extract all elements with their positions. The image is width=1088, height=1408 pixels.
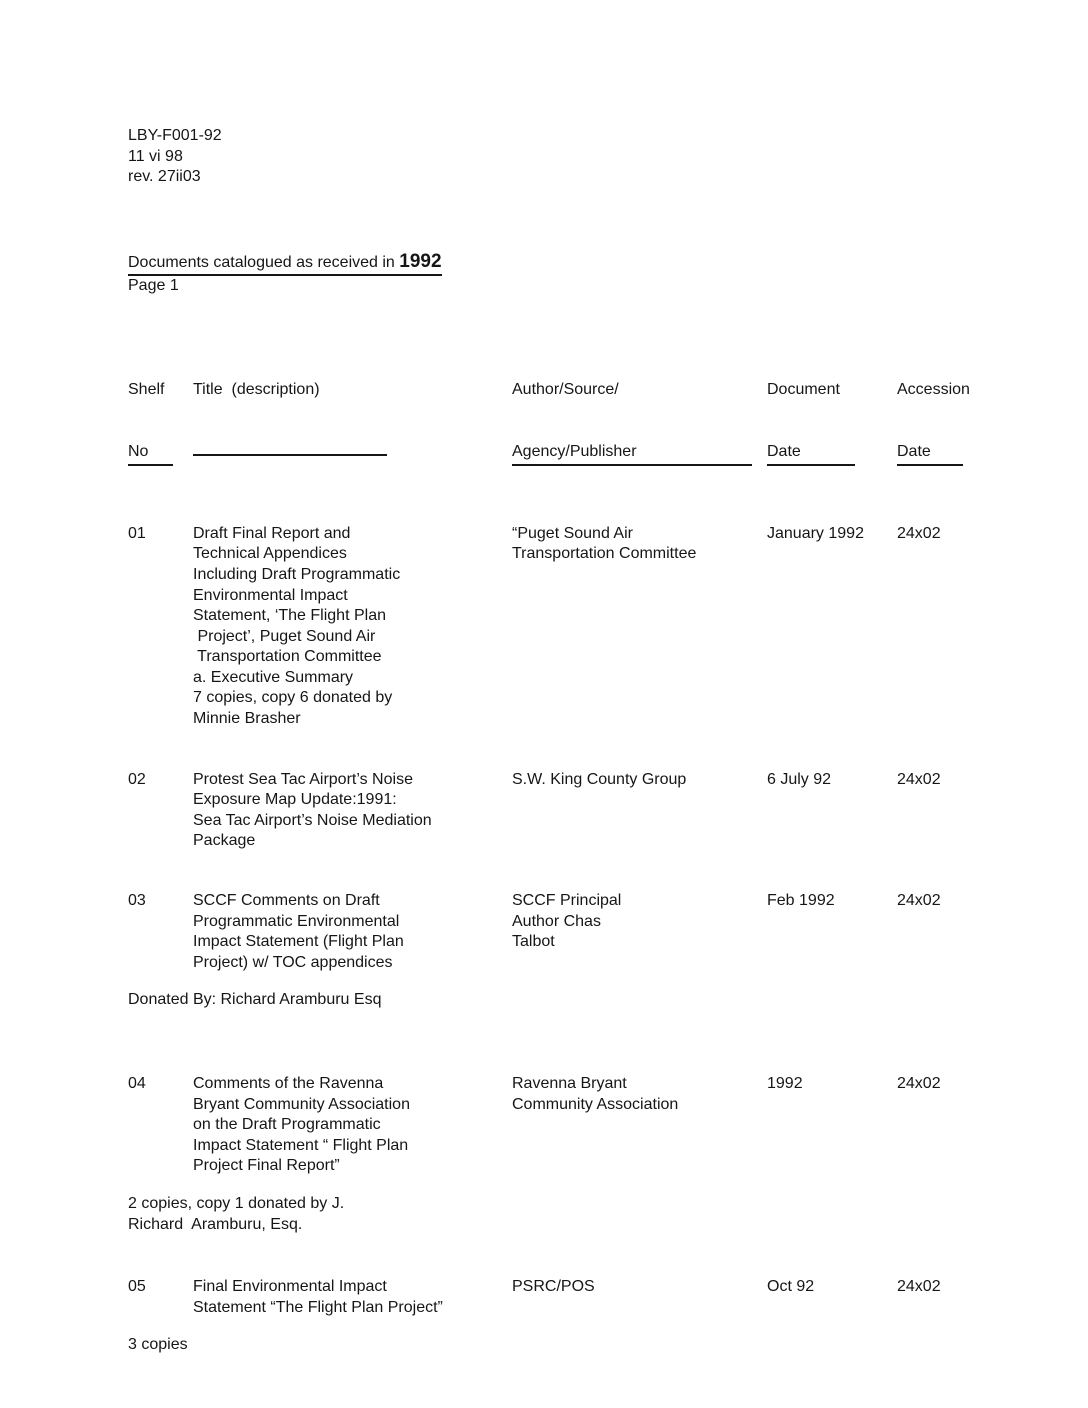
catalog-row [128,524,1058,730]
row-doc-date: January 1992 [767,524,864,542]
table-header [128,339,1058,507]
column-header-accession-date: Accession Date [897,339,1058,507]
document-id-header [128,126,1058,188]
row-doc-date: 1992 [767,1075,803,1092]
row-title: Protest Sea Tac Airport’s Noise Exposure Map Update:1991: Sea Tac Airport’s Noise Mediation Package [193,770,432,850]
catalog-row-grid [128,891,1058,973]
row-title: Final Environmental Impact Statement “The Flight Plan Project” [193,1278,443,1316]
column-header-title: Title (description) [193,339,512,507]
catalog-title-line [128,252,1058,277]
catalog-row-grid [128,1277,1058,1318]
row-accession-date: 24x02 [897,1278,941,1296]
row-title: Draft Final Report and Technical Appendices Including Draft Programmatic Environmental Impact Statement, ‘The Flight Plan Project’, Puget Sound Air Transportation Committee a. Executive Summary 7 copies, copy 6 donated by Minnie Brasher [193,524,401,728]
row-doc-date: Oct 92 [767,1278,815,1296]
row-author: SCCF Principal Author Chas Talbot [512,892,622,951]
shelf-no: 05 [128,1278,146,1296]
document-id: LBY-F001-92 [128,127,222,144]
catalog-row-grid [128,770,1058,852]
catalog-row [128,770,1058,852]
row-note: Donated By: Richard Aramburu Esq [128,991,382,1009]
row-author: “Puget Sound Air Transportation Committee [512,524,697,563]
document-date-code: 11 vi 98 [128,147,183,165]
row-author: S.W. King County Group [512,770,687,788]
row-note: 2 copies, copy 1 donated by J. Richard Aramburu, Esq. [128,1194,345,1233]
row-doc-date: 6 July 92 [767,770,832,788]
row-accession-date: 24x02 [897,892,941,910]
row-note: 3 copies [128,1336,188,1354]
row-author: Ravenna Bryant Community Association [512,1075,679,1113]
catalog-row [128,1074,1058,1235]
row-accession-date: 24x02 [897,1075,941,1092]
catalog-rows [128,524,1058,1356]
catalog-row-grid [128,524,1058,730]
title-column-rule [193,453,387,456]
catalog-title-block [128,252,1058,297]
column-header-shelf-no: Shelf No [128,339,193,507]
row-accession-date: 24x02 [897,524,941,542]
shelf-no: 02 [128,770,146,788]
catalog-year: 1992 [399,250,442,272]
shelf-no: 04 [128,1075,146,1092]
row-author: PSRC/POS [512,1278,595,1296]
catalog-title-text: Documents catalogued as received in [128,253,400,271]
row-accession-date: 24x02 [897,770,941,788]
row-doc-date: Feb 1992 [767,892,835,910]
shelf-no: 03 [128,892,146,910]
catalog-row [128,891,1058,1011]
document-revision: rev. 27ii03 [128,168,201,186]
column-header-author: Author/Source/ Agency/Publisher [512,339,767,507]
page-number: Page 1 [128,277,179,295]
catalog-row [128,1277,1058,1356]
shelf-no: 01 [128,524,146,542]
row-title: SCCF Comments on Draft Programmatic Environmental Impact Statement (Flight Plan Project) w/ TOC appendices [193,892,404,971]
column-header-document-date: Document Date [767,339,897,507]
catalog-row-grid [128,1074,1058,1177]
row-title: Comments of the Ravenna Bryant Community Association on the Draft Programmatic Impact Statement “ Flight Plan Project Final Report” [193,1075,410,1175]
